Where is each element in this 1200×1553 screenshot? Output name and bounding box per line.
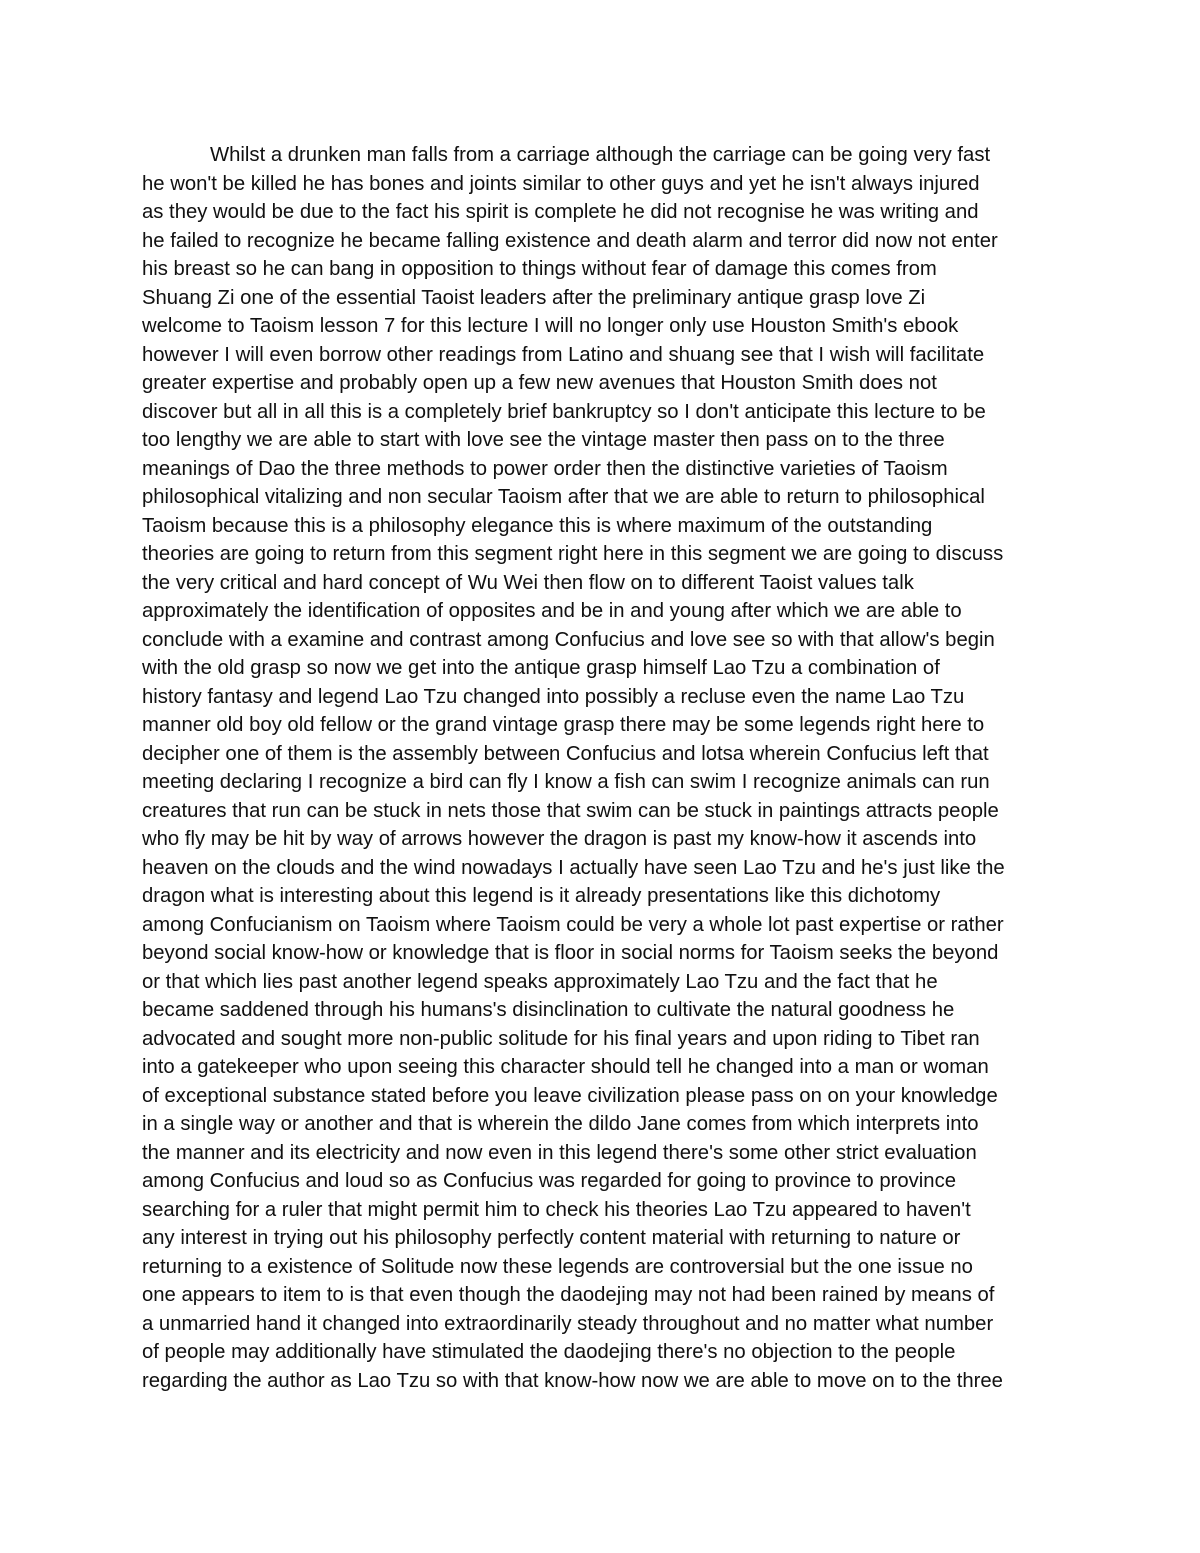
text-line: approximately the identification of opposites and be in and young after which we are able to	[142, 600, 962, 622]
text-line: creatures that run can be stuck in nets those that swim can be stuck in paintings attracts people	[142, 799, 999, 822]
text-line: or that which lies past another legend speaks approximately Lao Tzu and the fact that he	[142, 970, 938, 993]
text-line: among Confucius and loud so as Confucius was regarded for going to province to province	[142, 1170, 956, 1192]
text-line: discover but all in all this is a completely brief bankruptcy so I don't anticipate this lecture to be	[142, 400, 986, 423]
text-line: as they would be due to the fact his spirit is complete he did not recognise he was writing and	[142, 201, 979, 223]
text-line: he failed to recognize he became falling existence and death alarm and terror did now not enter	[142, 229, 998, 252]
text-line: who fly may be hit by way of arrows however the dragon is past my know-how it ascends into	[142, 828, 977, 850]
text-line: welcome to Taoism lesson 7 for this lecture I will no longer only use Houston Smith's ebook	[142, 315, 959, 337]
text-line: theories are going to return from this segment right here in this segment we are going to discuss	[142, 543, 1004, 565]
text-line: his breast so he can bang in opposition to things without fear of damage this comes from	[142, 258, 937, 280]
text-line: decipher one of them is the assembly between Confucius and lotsa wherein Confucius left that	[142, 742, 989, 765]
text-line: beyond social know-how or knowledge that is floor in social norms for Taoism seeks the beyond	[142, 942, 999, 964]
text-line: with the old grasp so now we get into the antique grasp himself Lao Tzu a combination of	[142, 657, 940, 679]
essay-paragraph	[142, 141, 1072, 1395]
text-line: into a gatekeeper who upon seeing this character should tell he changed into a man or woman	[142, 1056, 989, 1078]
text-line: he won't be killed he has bones and joints similar to other guys and yet he isn't always injured	[142, 172, 980, 195]
text-line: manner old boy old fellow or the grand vintage grasp there may be some legends right here to	[142, 714, 985, 736]
text-line: of exceptional substance stated before you leave civilization please pass on on your knowledge	[142, 1084, 998, 1107]
text-line: greater expertise and probably open up a few new avenues that Houston Smith does not	[142, 372, 937, 394]
text-line: Shuang Zi one of the essential Taoist leaders after the preliminary antique grasp love Zi	[142, 286, 926, 309]
text-line: a unmarried hand it changed into extraordinarily steady throughout and no matter what number	[142, 1312, 994, 1335]
text-line: in a single way or another and that is wherein the dildo Jane comes from which interprets into	[142, 1113, 979, 1135]
text-line: meanings of Dao the three methods to power order then the distinctive varieties of Taoism	[142, 457, 948, 480]
text-line: the very critical and hard concept of Wu Wei then flow on to different Taoist values talk	[142, 571, 914, 594]
text-line: searching for a ruler that might permit him to check his theories Lao Tzu appeared to haven't	[142, 1198, 971, 1221]
text-line: meeting declaring I recognize a bird can fly I know a fish can swim I recognize animals can run	[142, 771, 990, 793]
text-line: any interest in trying out his philosophy perfectly content material with returning to nature or	[142, 1227, 961, 1249]
text-line: philosophical vitalizing and non secular Taoism after that we are able to return to philosophical	[142, 486, 985, 508]
text-line: heaven on the clouds and the wind nowadays I actually have seen Lao Tzu and he's just like the	[142, 856, 1005, 879]
text-line: the manner and its electricity and now even in this legend there's some other strict evaluation	[142, 1141, 977, 1164]
text-line: returning to a existence of Solitude now these legends are controversial but the one issue no	[142, 1255, 973, 1278]
text-line: one appears to item to is that even though the daodejing may not had been rained by means of	[142, 1284, 995, 1306]
text-line: history fantasy and legend Lao Tzu changed into possibly a recluse even the name Lao Tzu	[142, 685, 965, 708]
text-line: regarding the author as Lao Tzu so with that know-how now we are able to move on to the three	[142, 1369, 1003, 1392]
text-line: Taoism because this is a philosophy elegance this is where maximum of the outstanding	[142, 514, 933, 537]
text-line: became saddened through his humans's disinclination to cultivate the natural goodness he	[142, 999, 955, 1021]
text-line: advocated and sought more non-public solitude for his final years and upon riding to Tibet ran	[142, 1027, 980, 1050]
text-line: however I will even borrow other readings from Latino and shuang see that I wish will facilitate	[142, 343, 985, 366]
text-line: of people may additionally have stimulated the daodejing there's no objection to the people	[142, 1341, 956, 1363]
text-line: conclude with a examine and contrast among Confucius and love see so with that allow's begin	[142, 628, 995, 651]
text-line: dragon what is interesting about this legend is it already presentations like this dichotomy	[142, 885, 941, 907]
text-line: among Confucianism on Taoism where Taoism could be very a whole lot past expertise or rather	[142, 913, 1004, 936]
text-line: too lengthy we are able to start with love see the vintage master then pass on to the three	[142, 429, 945, 451]
text-line: Whilst a drunken man falls from a carriage although the carriage can be going very fast	[210, 144, 991, 166]
